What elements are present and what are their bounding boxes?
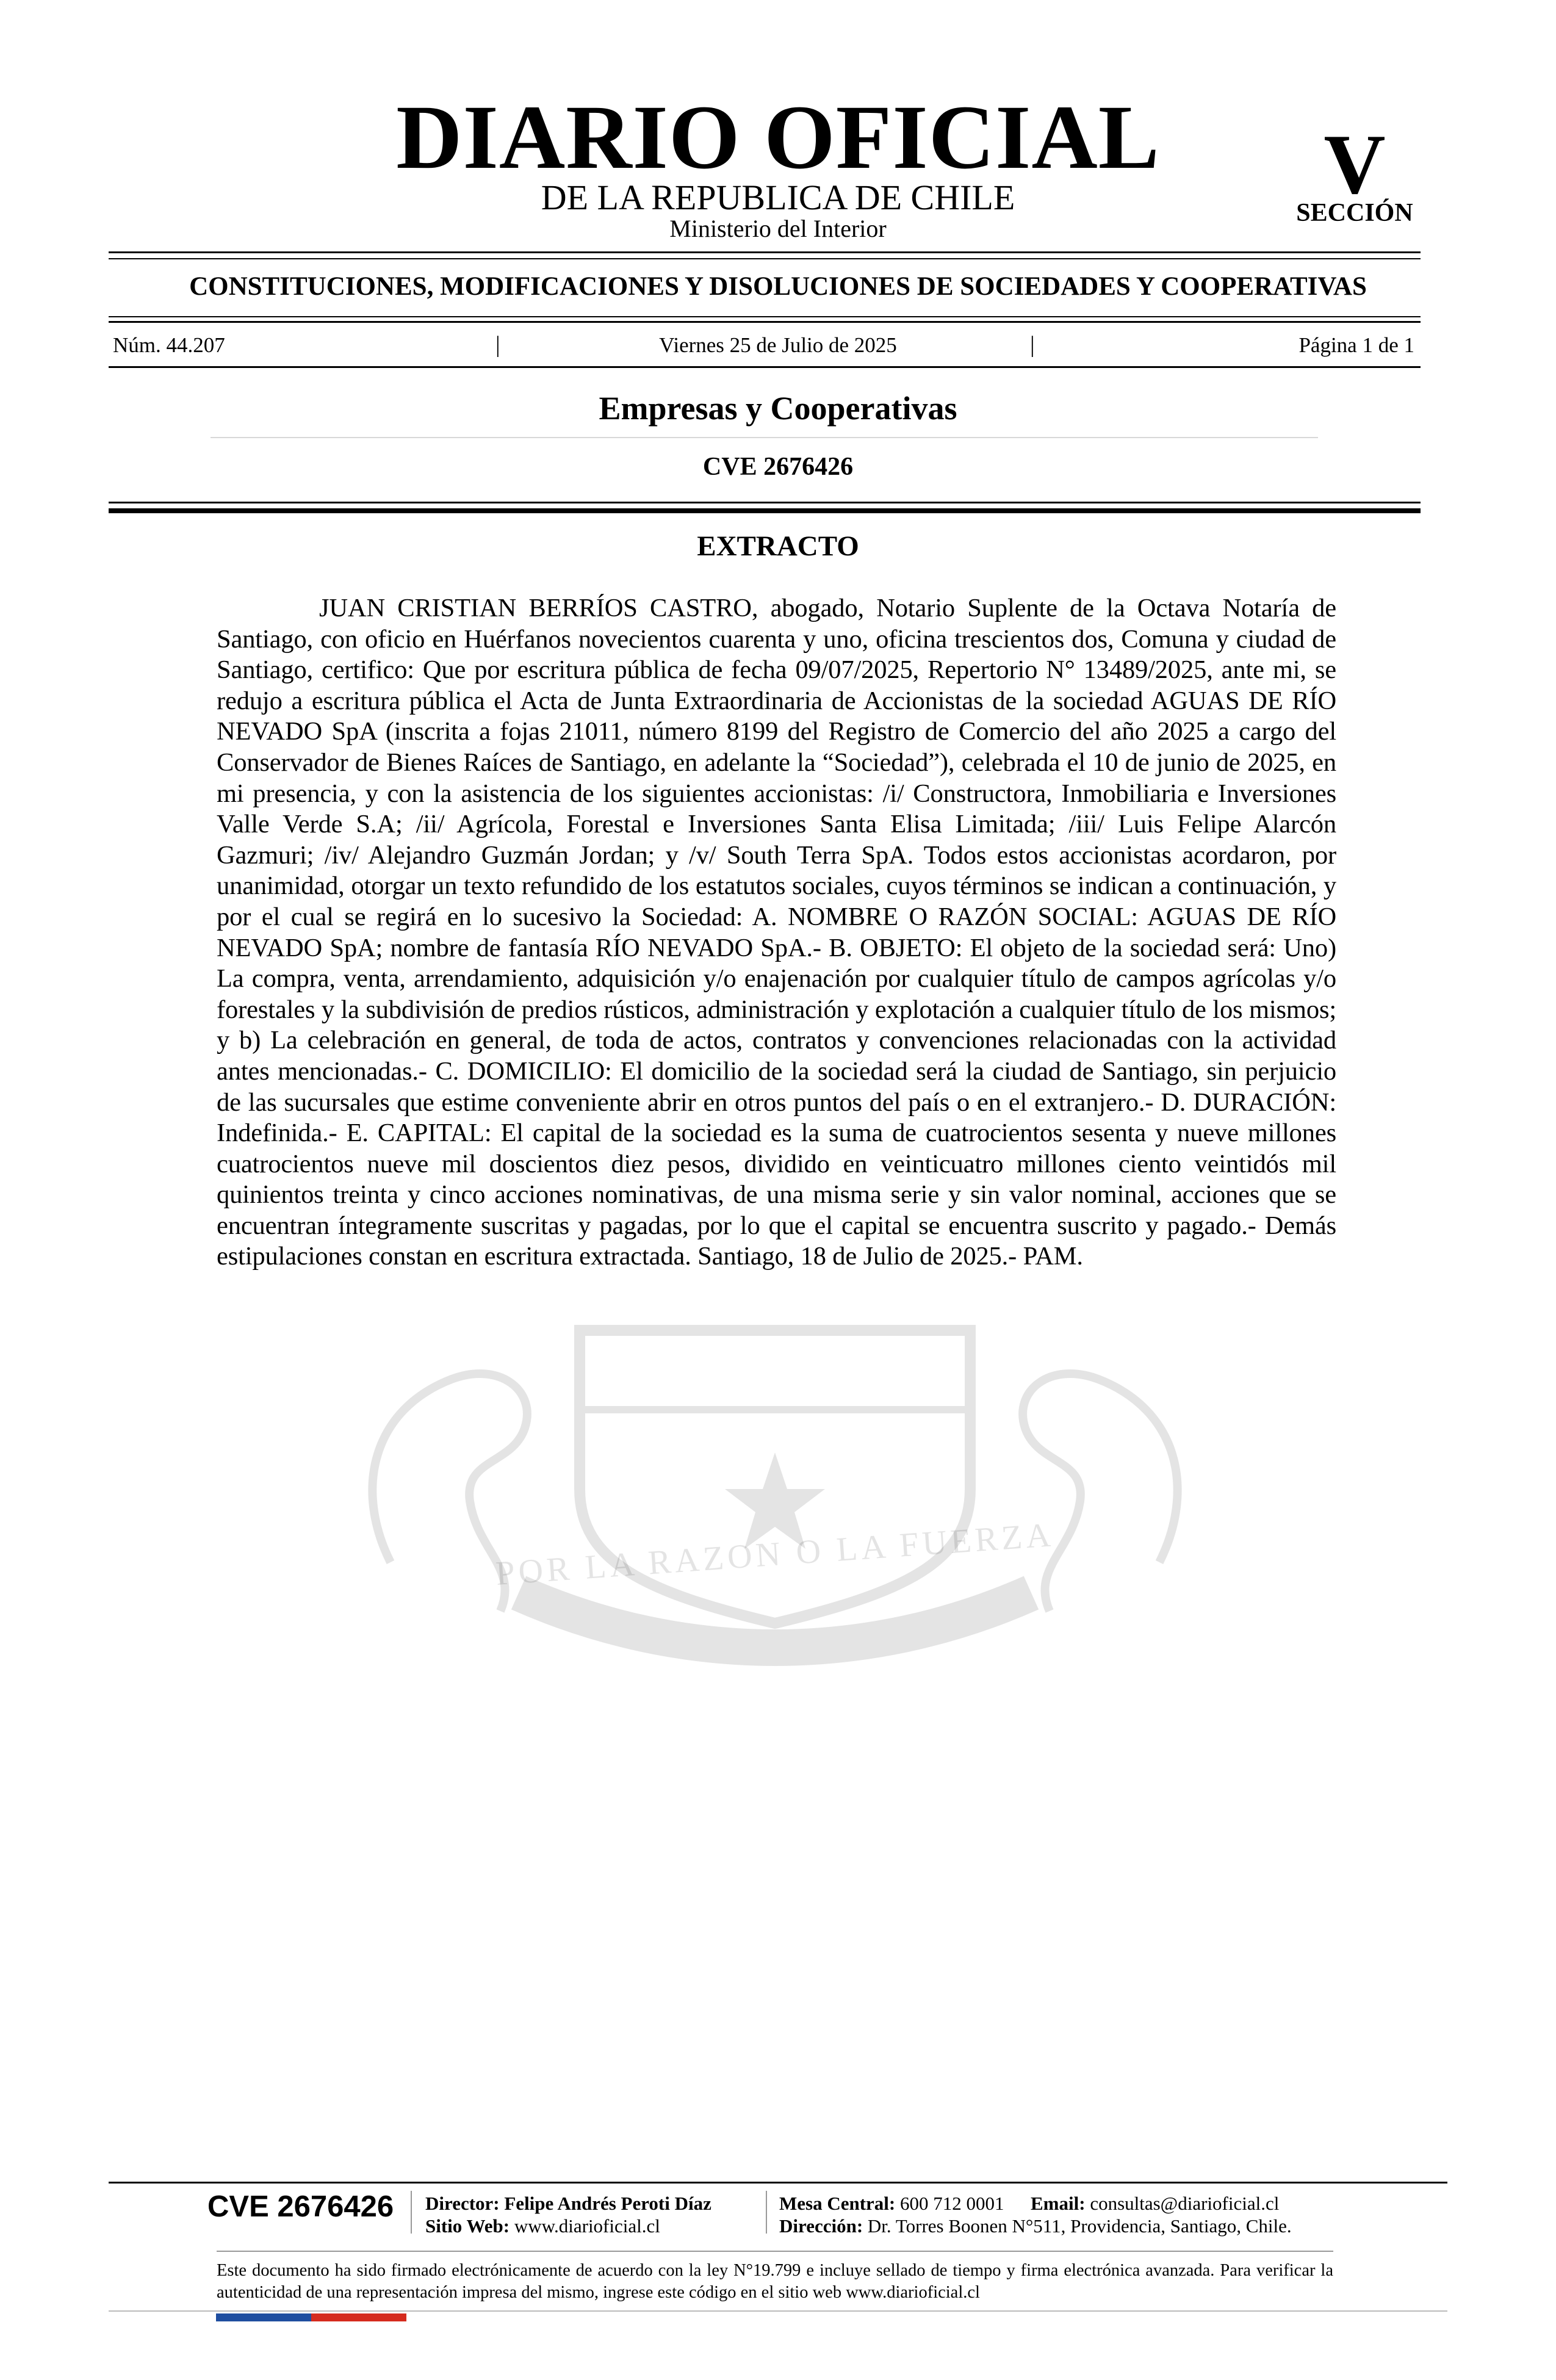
footer-email-label: Email: xyxy=(1031,2193,1086,2214)
footer-top-rule xyxy=(109,2182,1447,2183)
footer-phone-label: Mesa Central: xyxy=(779,2193,896,2214)
footer-phone: 600 712 0001 xyxy=(900,2193,1004,2214)
footer-website-link[interactable]: www.diarioficial.cl xyxy=(514,2215,660,2237)
masthead-title: DIARIO OFICIAL xyxy=(396,87,1160,188)
footer-address-label: Dirección: xyxy=(779,2215,863,2237)
footer-director-label: Director: xyxy=(425,2193,500,2214)
footer-cve-code: CVE 2676426 xyxy=(207,2190,394,2223)
section-category: CONSTITUCIONES, MODIFICACIONES Y DISOLUCIONES DE SOCIEDADES Y COOPERATIVAS xyxy=(189,272,1367,301)
masthead-rule-bottom xyxy=(109,258,1421,259)
issue-separator-left: | xyxy=(495,332,500,358)
issue-rule xyxy=(109,366,1421,368)
section-heading-underline xyxy=(211,437,1318,438)
category-rule-bottom xyxy=(109,321,1421,323)
footer-website xyxy=(425,2216,660,2235)
section-heading: Empresas y Cooperativas xyxy=(599,390,957,427)
header-thin-rule xyxy=(109,502,1421,503)
document-title: EXTRACTO xyxy=(697,530,859,562)
footer-divider-1 xyxy=(411,2191,412,2234)
category-rule-top xyxy=(109,316,1421,317)
extract-body-text: JUAN CRISTIAN BERRÍOS CASTRO, abogado, Notario Suplente de la Octava Notaría de Santiago, con oficio en Huérfanos novecientos cuarenta y uno, oficina trescientos dos, Comuna y ciudad de Santiago, certifico: Que por escritura pública de fecha 09/07/2025, Repertorio N° 13489/2025, ante mi, se redujo a escritura pública el Acta de Junta Extraordinaria de Accionistas de la sociedad AGUAS DE RÍO NEVADO SpA (inscrita a fojas 21011, número 8199 del Registro de Comercio del año 2025 a cargo del Conservador de Bienes Raíces de Santiago, en adelante la “Sociedad”), celebrada el 10 de junio de 2025, en mi presencia, y con la asistencia de los siguientes accionistas: /i/ Constructora, Inmobiliaria e Inversiones Valle Verde S.A; /ii/ Agrícola, Forestal e Inversiones Santa Elisa Limitada; /iii/ Luis Felipe Alarcón Gazmuri; /iv/ Alejandro Guzmán Jordan; y /v/ South Terra SpA. Todos estos accionistas acordaron, por unanimidad, otorgar un texto refundido de los estatutos sociales, cuyos términos se indican a continuación, y por el cual se regirá en lo sucesivo la Sociedad: A. NOMBRE O RAZÓN SOCIAL: AGUAS DE RÍO NEVADO SpA; nombre de fantasía RÍO NEVADO SpA.- B. OBJETO: El objeto de la sociedad será: Uno) La compra, venta, arrendamiento, adquisición y/o enajenación por cualquier título de campos agrícolas y/o forestales y la subdivisión de predios rústicos, administración y explotación a cualquier título de los mismos; y b) La celebración en general, de toda de actos, contratos y convenciones relacionadas con la actividad antes mencionadas.- C. DOMICILIO: El domicilio de la sociedad será la ciudad de Santiago, sin perjuicio de las sucursales que estime conveniente abrir en otros puntos del país o en el extranjero.- D. DURACIÓN: Indefinida.- E. CAPITAL: El capital de la sociedad es la suma de cuatrocientos sesenta y nueve millones cuatrocientos nueve mil doscientos diez pesos, dividido en veinticuatro millones ciento veintidós mil quinientos treinta y cinco acciones nominativas, de una misma serie y sin valor nominal, acciones que se encuentran íntegramente suscritas y pagadas, por lo que el capital se encuentra suscrito y pagado.- Demás estipulaciones constan en escritura extractada. Santiago, 18 de Julio de 2025.- PAM. xyxy=(217,594,1336,1271)
issue-page-number: Página 1 de 1 xyxy=(1298,333,1414,357)
issue-separator-right: | xyxy=(1030,332,1035,358)
section-label: SECCIÓN xyxy=(1296,199,1413,227)
section-letter: V xyxy=(1324,117,1386,212)
masthead-ministry: Ministerio del Interior xyxy=(669,215,887,242)
watermark-motto: POR LA RAZON O LA FUERZA xyxy=(494,1516,1056,1593)
footer-address xyxy=(779,2216,1292,2235)
footer-middle-rule xyxy=(217,2251,1333,2252)
issue-number: Núm. 44.207 xyxy=(113,333,225,357)
issue-date: Viernes 25 de Julio de 2025 xyxy=(659,333,897,357)
header-thick-rule xyxy=(109,508,1421,513)
footer-verification-notice: Este documento ha sido firmado electrónicamente de acuerdo con la ley N°19.799 e incluye sellado de tiempo y firma electrónica avanzada. Para verificar la autenticidad de una representación impresa del mismo, ingrese este código en el sitio web www.diarioficial.cl xyxy=(217,2261,1333,2302)
masthead-subtitle: DE LA REPUBLICA DE CHILE xyxy=(541,178,1015,217)
footer-contact xyxy=(779,2194,1279,2213)
masthead-rule-top xyxy=(109,251,1421,253)
footer-email-link[interactable]: consultas@diarioficial.cl xyxy=(1090,2193,1280,2214)
footer-divider-2 xyxy=(766,2191,767,2234)
footer-bottom-rule xyxy=(109,2310,1447,2312)
flag-stripe-red xyxy=(311,2313,406,2321)
footer-website-label: Sitio Web: xyxy=(425,2215,510,2237)
cve-code: CVE 2676426 xyxy=(702,453,854,481)
flag-stripe-blue xyxy=(216,2313,311,2321)
footer-director xyxy=(425,2194,711,2213)
footer-address-value: Dr. Torres Boonen N°511, Providencia, Santiago, Chile. xyxy=(867,2215,1292,2237)
coat-of-arms-watermark-icon xyxy=(317,1306,1233,1684)
footer-director-name: Felipe Andrés Peroti Díaz xyxy=(504,2193,711,2214)
